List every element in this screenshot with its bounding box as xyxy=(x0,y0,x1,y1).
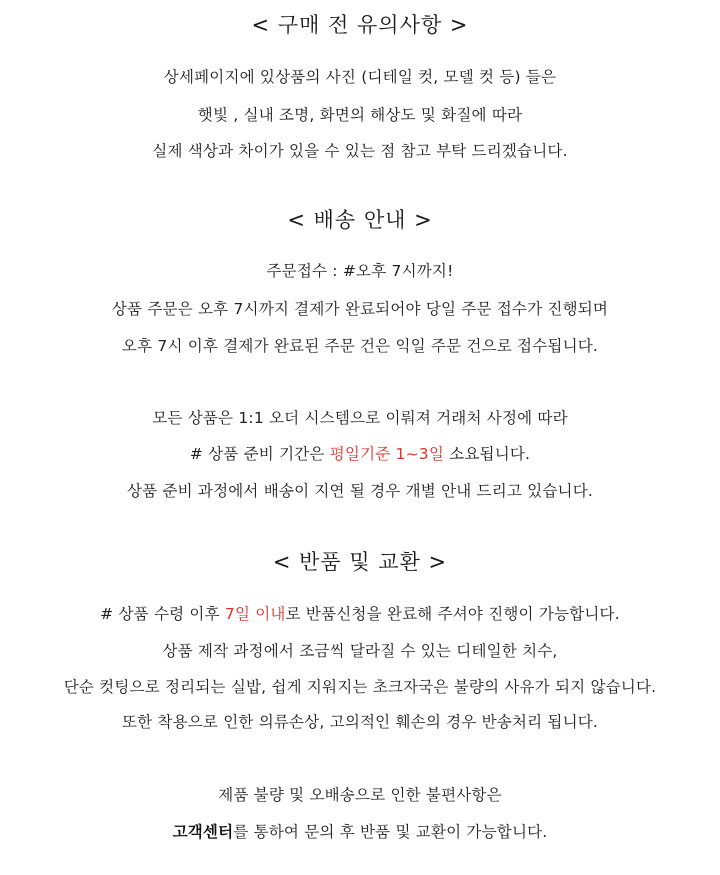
precautions-line-3: 실제 색상과 차이가 있을 수 있는 점 참고 부탁 드리겠습니다. xyxy=(152,142,568,160)
shipping-delay-notice: 상품 준비 과정에서 배송이 지연 될 경우 개별 안내 드리고 있습니다. xyxy=(126,482,594,500)
shipping-line-4: 모든 상품은 1:1 오더 시스템으로 이뤄져 거래처 사정에 따라 xyxy=(152,409,568,427)
precautions-line-2: 햇빛 , 실내 조명, 화면의 해상도 및 화질에 따라 xyxy=(197,106,523,124)
shipping-order-cutoff: 주문접수 : #오후 7시까지! xyxy=(266,262,454,280)
returns-contact xyxy=(0,821,720,843)
customer-center-text: 고객센터 xyxy=(172,823,234,841)
prep-after-text: 소요됩니다. xyxy=(444,445,531,463)
returns-title: < 반품 및 교환 > xyxy=(272,550,448,574)
returns-deadline xyxy=(0,603,720,625)
precautions-title: < 구매 전 유의사항 > xyxy=(251,13,469,37)
deadline-highlight-text: 7일 이내 xyxy=(224,605,286,623)
shipping-prep-period xyxy=(0,443,720,465)
returns-line-2: 상품 제작 과정에서 조금씩 달라질 수 있는 디테일한 치수, xyxy=(162,642,558,660)
contact-after-text: 를 통하여 문의 후 반품 및 교환이 가능합니다. xyxy=(233,823,548,841)
returns-line-4: 또한 착용으로 인한 의류손상, 고의적인 훼손의 경우 반송처리 됩니다. xyxy=(121,713,599,731)
shipping-line-3: 오후 7시 이후 결제가 완료된 주문 건은 익일 주문 건으로 접수됩니다. xyxy=(121,337,599,355)
shipping-title: < 배송 안내 > xyxy=(287,208,433,232)
returns-line-5: 제품 불량 및 오배송으로 인한 불편사항은 xyxy=(218,786,502,804)
deadline-before-text: # 상품 수령 이후 xyxy=(100,605,225,623)
prep-highlight-text: 평일기준 1~3일 xyxy=(329,445,445,463)
prep-before-text: # 상품 준비 기간은 xyxy=(189,445,330,463)
returns-line-3: 단순 컷팅으로 정리되는 실밥, 쉽게 지워지는 초크자국은 불량의 사유가 되지 않습니다. xyxy=(63,678,657,696)
shipping-line-2: 상품 주문은 오후 7시까지 결제가 완료되어야 당일 주문 접수가 진행되며 xyxy=(111,300,609,318)
deadline-after-text: 로 반품신청을 완료해 주셔야 진행이 가능합니다. xyxy=(285,605,620,623)
precautions-line-1: 상세페이지에 있상품의 사진 (디테일 컷, 모델 컷 등) 들은 xyxy=(163,68,557,86)
